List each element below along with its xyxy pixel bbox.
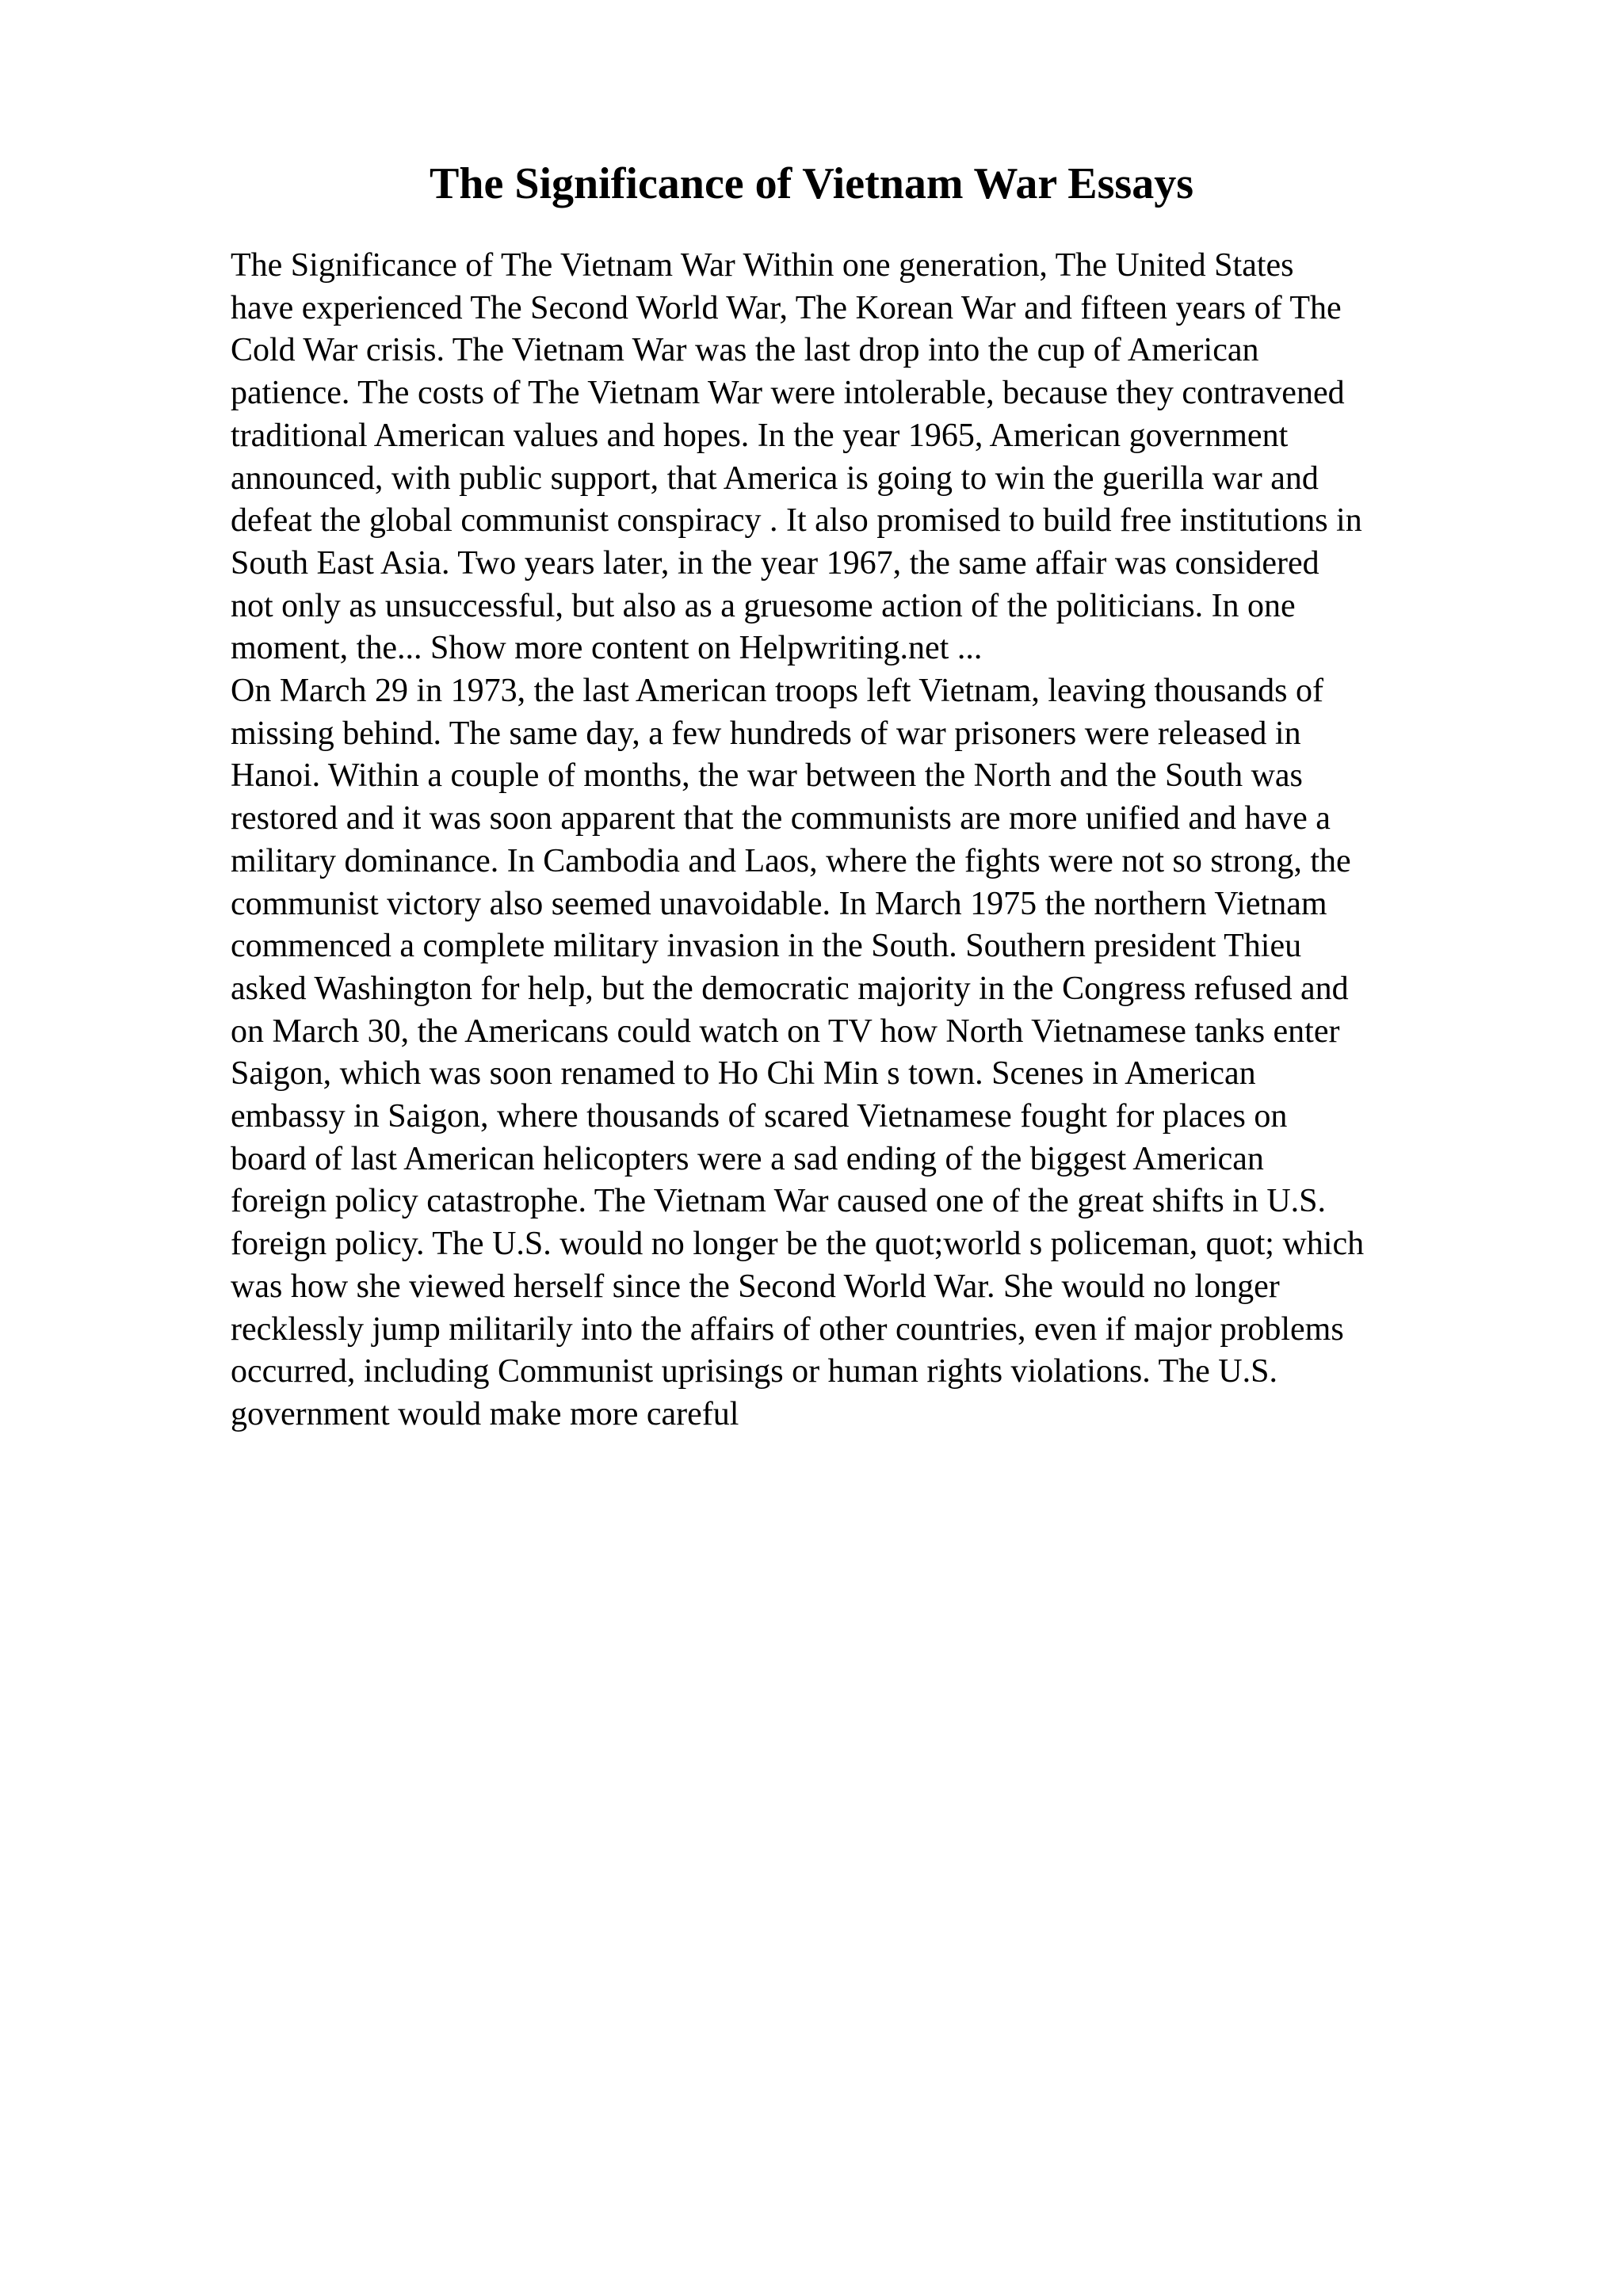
- body-line: moment, the... Show more content on Helpwriting.net ...: [231, 630, 983, 667]
- body-line: commenced a complete military invasion in the South. Southern president Thieu: [231, 928, 1302, 965]
- body-line: missing behind. The same day, a few hundreds of war prisoners were released in: [231, 715, 1301, 752]
- body-line: board of last American helicopters were a sad ending of the biggest American: [231, 1140, 1264, 1177]
- body-line: have experienced The Second World War, The Korean War and fifteen years of The: [231, 289, 1342, 326]
- body-line: The Significance of The Vietnam War Within one generation, The United States: [231, 247, 1294, 284]
- body-line: asked Washington for help, but the democratic majority in the Congress refused and: [231, 970, 1349, 1007]
- body-line: government would make more careful: [231, 1395, 739, 1432]
- body-line: defeat the global communist conspiracy . It also promised to build free institutions in: [231, 502, 1362, 540]
- body-line: patience. The costs of The Vietnam War were intolerable, because they contravened: [231, 375, 1345, 412]
- body-line: occurred, including Communist uprisings or human rights violations. The U.S.: [231, 1353, 1277, 1390]
- document-title: The Significance of Vietnam War Essays: [429, 159, 1193, 208]
- body-line: on March 30, the Americans could watch on TV how North Vietnamese tanks enter: [231, 1013, 1340, 1050]
- body-line: On March 29 in 1973, the last American troops left Vietnam, leaving thousands of: [231, 673, 1323, 710]
- body-line: South East Asia. Two years later, in the year 1967, the same affair was considered: [231, 544, 1319, 582]
- body-line: Saigon, which was soon renamed to Ho Chi Min s town. Scenes in American: [231, 1055, 1256, 1093]
- body-line: communist victory also seemed unavoidable. In March 1975 the northern Vietnam: [231, 885, 1327, 922]
- body-line: restored and it was soon apparent that the communists are more unified and have a: [231, 800, 1331, 837]
- body-line: was how she viewed herself since the Second World War. She would no longer: [231, 1268, 1280, 1305]
- body-line: traditional American values and hopes. In the year 1965, American government: [231, 417, 1289, 454]
- body-line: Cold War crisis. The Vietnam War was the last drop into the cup of American: [231, 332, 1259, 369]
- body-line: foreign policy. The U.S. would no longer be the quot;world s policeman, quot; which: [231, 1226, 1365, 1263]
- body-line: recklessly jump militarily into the affairs of other countries, even if major problems: [231, 1310, 1344, 1348]
- body-line: Hanoi. Within a couple of months, the war between the North and the South was: [231, 757, 1303, 795]
- body-line: foreign policy catastrophe. The Vietnam War caused one of the great shifts in U.S.: [231, 1183, 1327, 1220]
- body-line: announced, with public support, that America is going to win the guerilla war and: [231, 460, 1319, 497]
- body-line: not only as unsuccessful, but also as a gruesome action of the politicians. In one: [231, 587, 1296, 624]
- body-line: military dominance. In Cambodia and Laos, where the fights were not so strong, the: [231, 842, 1351, 879]
- body-line: embassy in Saigon, where thousands of scared Vietnamese fought for places on: [231, 1098, 1288, 1135]
- document-body: [231, 245, 1514, 1436]
